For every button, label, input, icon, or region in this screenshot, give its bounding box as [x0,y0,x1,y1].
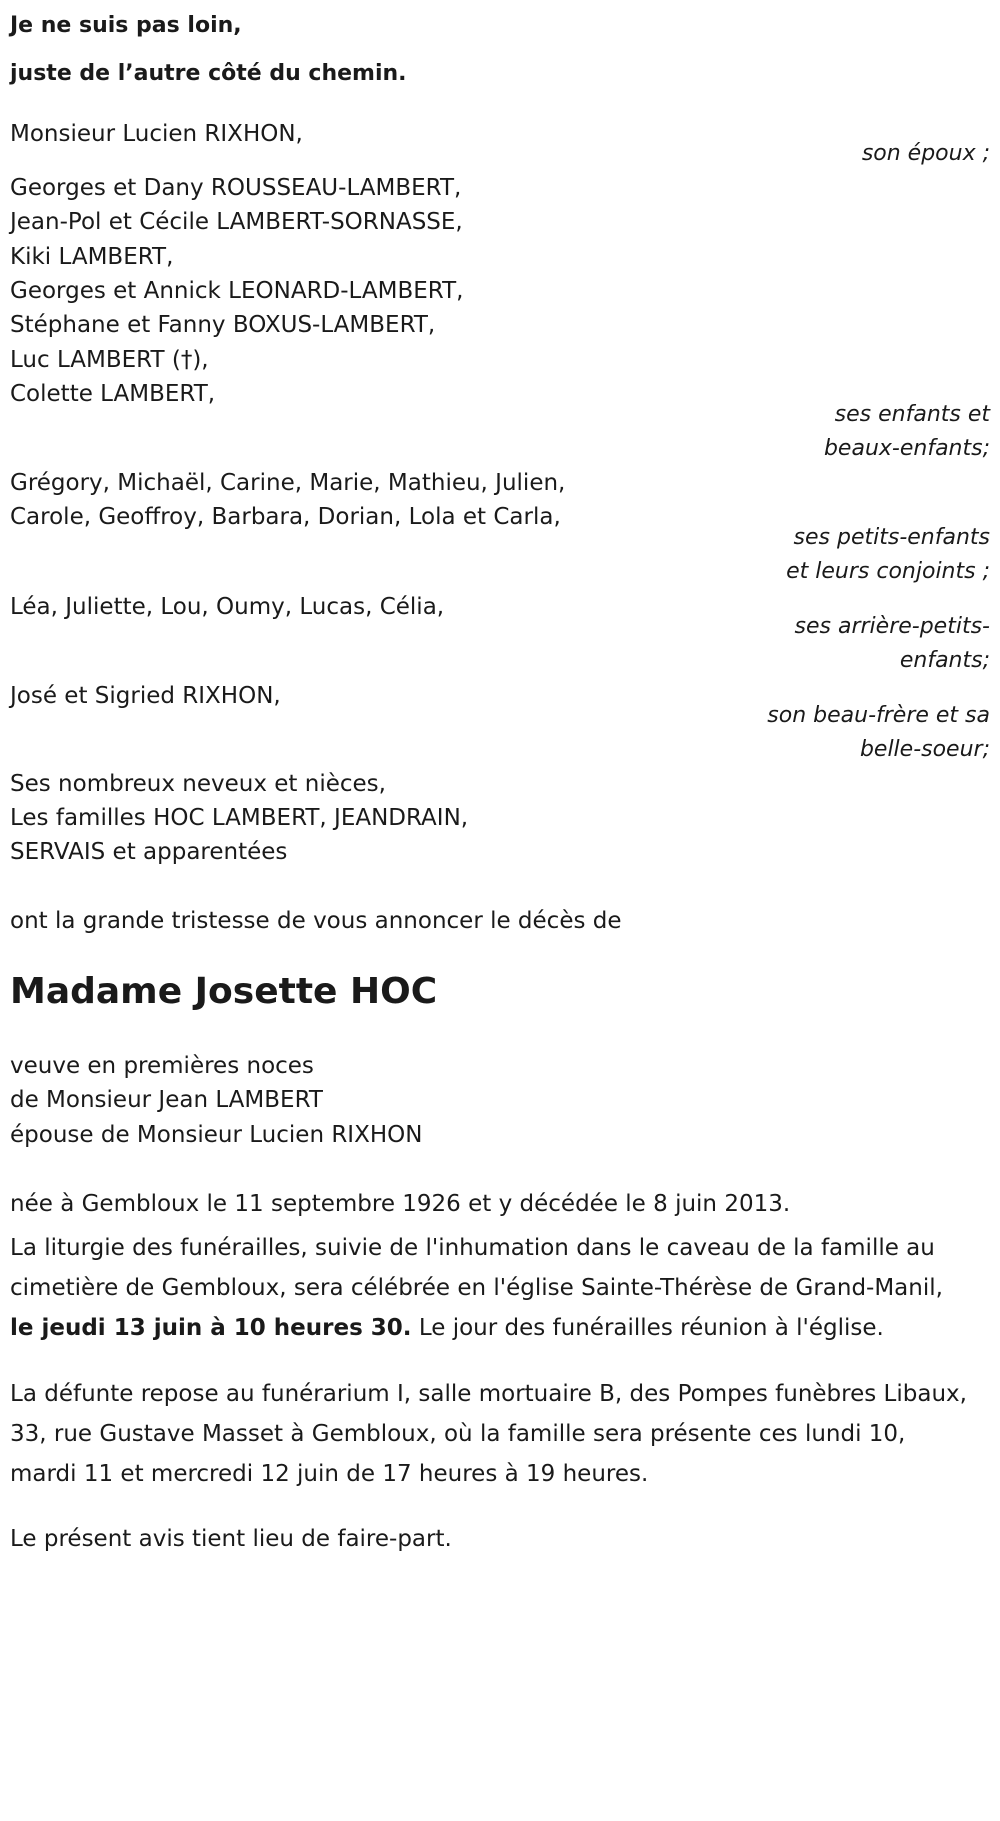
great-grandchildren-names: Léa, Juliette, Lou, Oumy, Lucas, Célia, [10,594,445,620]
great-grandchildren-relation-line-1: ses arrière-petits- [794,614,990,639]
visitation-paragraph: La défunte repose au funérarium I, salle mortuaire B, des Pompes funèbres Libaux, 33, rue Gustave Masset à Gembloux, où la famille sera présente ces lundi 10, mardi 11 et mercredi 12 juin de 17 heures à 19 heures. [10,1381,967,1487]
spouse-relation: son époux ; [861,141,990,166]
child-line-3: Kiki LAMBERT, [10,244,174,270]
child-line-2: Jean-Pol et Cécile LAMBERT-SORNASSE, [10,209,463,235]
great-grandchildren-relation-line-2: enfants; [899,648,990,673]
announcement-text: ont la grande tristesse de vous annoncer le décès de [10,908,622,934]
epigraph-line-2: juste de l’autre côté du chemin. [10,61,407,86]
in-laws-relation-line-1: son beau-frère et sa [767,703,990,728]
spouse-names: Monsieur Lucien RIXHON, [10,121,303,147]
grandchildren-relation-line-2: et leurs conjoints ; [786,559,990,584]
others-line-1: Ses nombreux neveux et nièces, [10,771,386,797]
grandchildren-relation-line-1: ses petits-enfants [793,525,990,550]
birth-death-text: née à Gembloux le 11 septembre 1926 et y décédée le 8 juin 2013. [10,1191,791,1217]
children-relation-line-2: beaux-enfants; [823,436,990,461]
epigraph-line-1: Je ne suis pas loin, [10,13,242,38]
child-line-1: Georges et Dany ROUSSEAU-LAMBERT, [10,175,462,201]
child-line-7: Colette LAMBERT, [10,381,216,407]
child-line-5: Stéphane et Fanny BOXUS-LAMBERT, [10,312,436,338]
child-line-6: Luc LAMBERT (†), [10,347,209,373]
deceased-name: Madame Josette HOC [10,971,438,1012]
in-laws-names: José et Sigried RIXHON, [10,683,281,709]
grandchildren-line-2: Carole, Geoffroy, Barbara, Dorian, Lola et Carla, [10,504,561,530]
funeral-paragraph [10,1228,970,1348]
deceased-detail-1: veuve en premières noces [10,1053,314,1079]
grandchildren-line-1: Grégory, Michaël, Carine, Marie, Mathieu, Julien, [10,470,566,496]
funeral-text-before: La liturgie des funérailles, suivie de l'inhumation dans le caveau de la famille au cimetière de Gembloux, sera célébrée en l'église Sainte-Thérèse de Grand-Manil, [10,1235,943,1301]
children-relation-line-1: ses enfants et [834,402,990,427]
child-line-4: Georges et Annick LEONARD-LAMBERT, [10,278,464,304]
others-line-2: Les familles HOC LAMBERT, JEANDRAIN, [10,805,469,831]
deceased-detail-3: épouse de Monsieur Lucien RIXHON [10,1122,423,1148]
others-line-3: SERVAIS et apparentées [10,839,288,865]
funeral-text-after: Le jour des funérailles réunion à l'église. [411,1315,884,1341]
in-laws-relation-line-2: belle-soeur; [859,737,990,762]
deceased-detail-2: de Monsieur Jean LAMBERT [10,1087,323,1113]
funeral-date-time: le jeudi 13 juin à 10 heures 30. [10,1315,412,1341]
closing-text: Le présent avis tient lieu de faire-part. [10,1526,452,1552]
